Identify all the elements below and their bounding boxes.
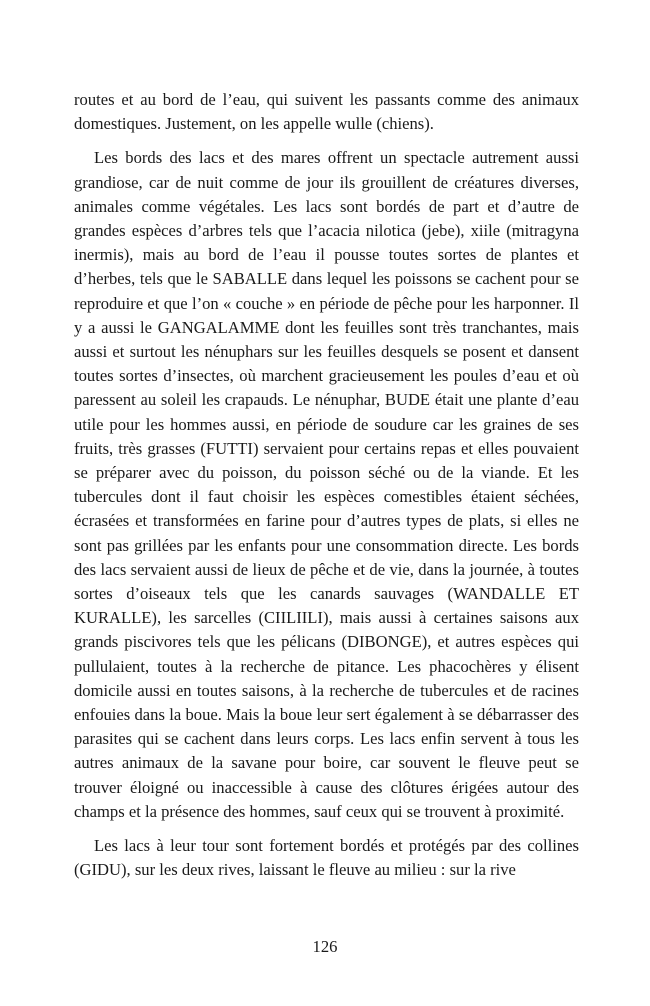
paragraph-lakes-shores: Les bords des lacs et des mares offrent un spectacle autrement aussi grandiose, car de nuit comme de jour ils grouillent de créatures diverses, animales comme végétales. Les lacs sont bordés de part et d’autre de grandes espèces d’arbres tels que l’acacia nilotica (jebe), xiile (mitragyna inermis), mais au bord de l’eau il pousse toutes sortes de plantes et d’herbes, tels que le SABALLE dans lequel les poissons se cachent pour se reproduire et que l’on « couche » en période de pêche pour les harponner. Il y a aussi le GANGALAMME dont les feuilles sont très tranchantes, mais aussi et surtout les nénuphars sur les feuilles desquels se posent et dansent toutes sortes d’insectes, où marchent gracieusement les poules d’eau et où paressent au soleil les crapauds. Le nénuphar, BUDE était une plante d’eau utile pour les hommes aussi, en période de soudure car les graines de ses fruits, très grasses (FUTTI) servaient pour certains repas et elles pouvaient se préparer avec du poisson, du poisson séché ou de la viande. Et les tubercules dont il faut choisir les espèces comestibles étaient séchées, écrasées et transformées en farine pour d’autres types de plats, si elles ne sont pas grillées par les enfants pour une consommation directe. Les bords des lacs servaient aussi de lieux de pêche et de vie, dans la journée, à toutes sortes d’oiseaux tels que les canards sauvages (WANDALLE ET KURALLE), les sarcelles (CIILIILI), mais aussi à certaines saisons aux grands piscivores tels que les pélicans (DIBONGE), et autres espèces qui pullulaient, toutes à la recherche de pitance. Les phacochères y élisent domicile aussi en toutes saisons, à la recherche de tubercules et de racines enfouies dans la boue. Mais la boue leur sert également à se débarrasser des parasites qui se cachent dans leurs corps. Les lacs enfin servent à tous les autres animaux de la savane pour boire, car souvent le fleuve peut se trouver éloigné ou inaccessible à cause des clôtures érigées autour des champs et la présence des hommes, sauf ceux qui se trouvent à proximité.	[74, 148, 579, 821]
paragraph-continuation: routes et au bord de l’eau, qui suivent les passants comme des animaux domestiques. Justement, on les appelle wulle (chiens).	[74, 90, 579, 134]
page-number: 126	[312, 937, 338, 956]
page-body	[74, 88, 579, 893]
paragraph-lakes-hills: Les lacs à leur tour sont fortement bordés et protégés par des collines (GIDU), sur les deux rives, laissant le fleuve au milieu : sur la rive	[74, 836, 579, 880]
